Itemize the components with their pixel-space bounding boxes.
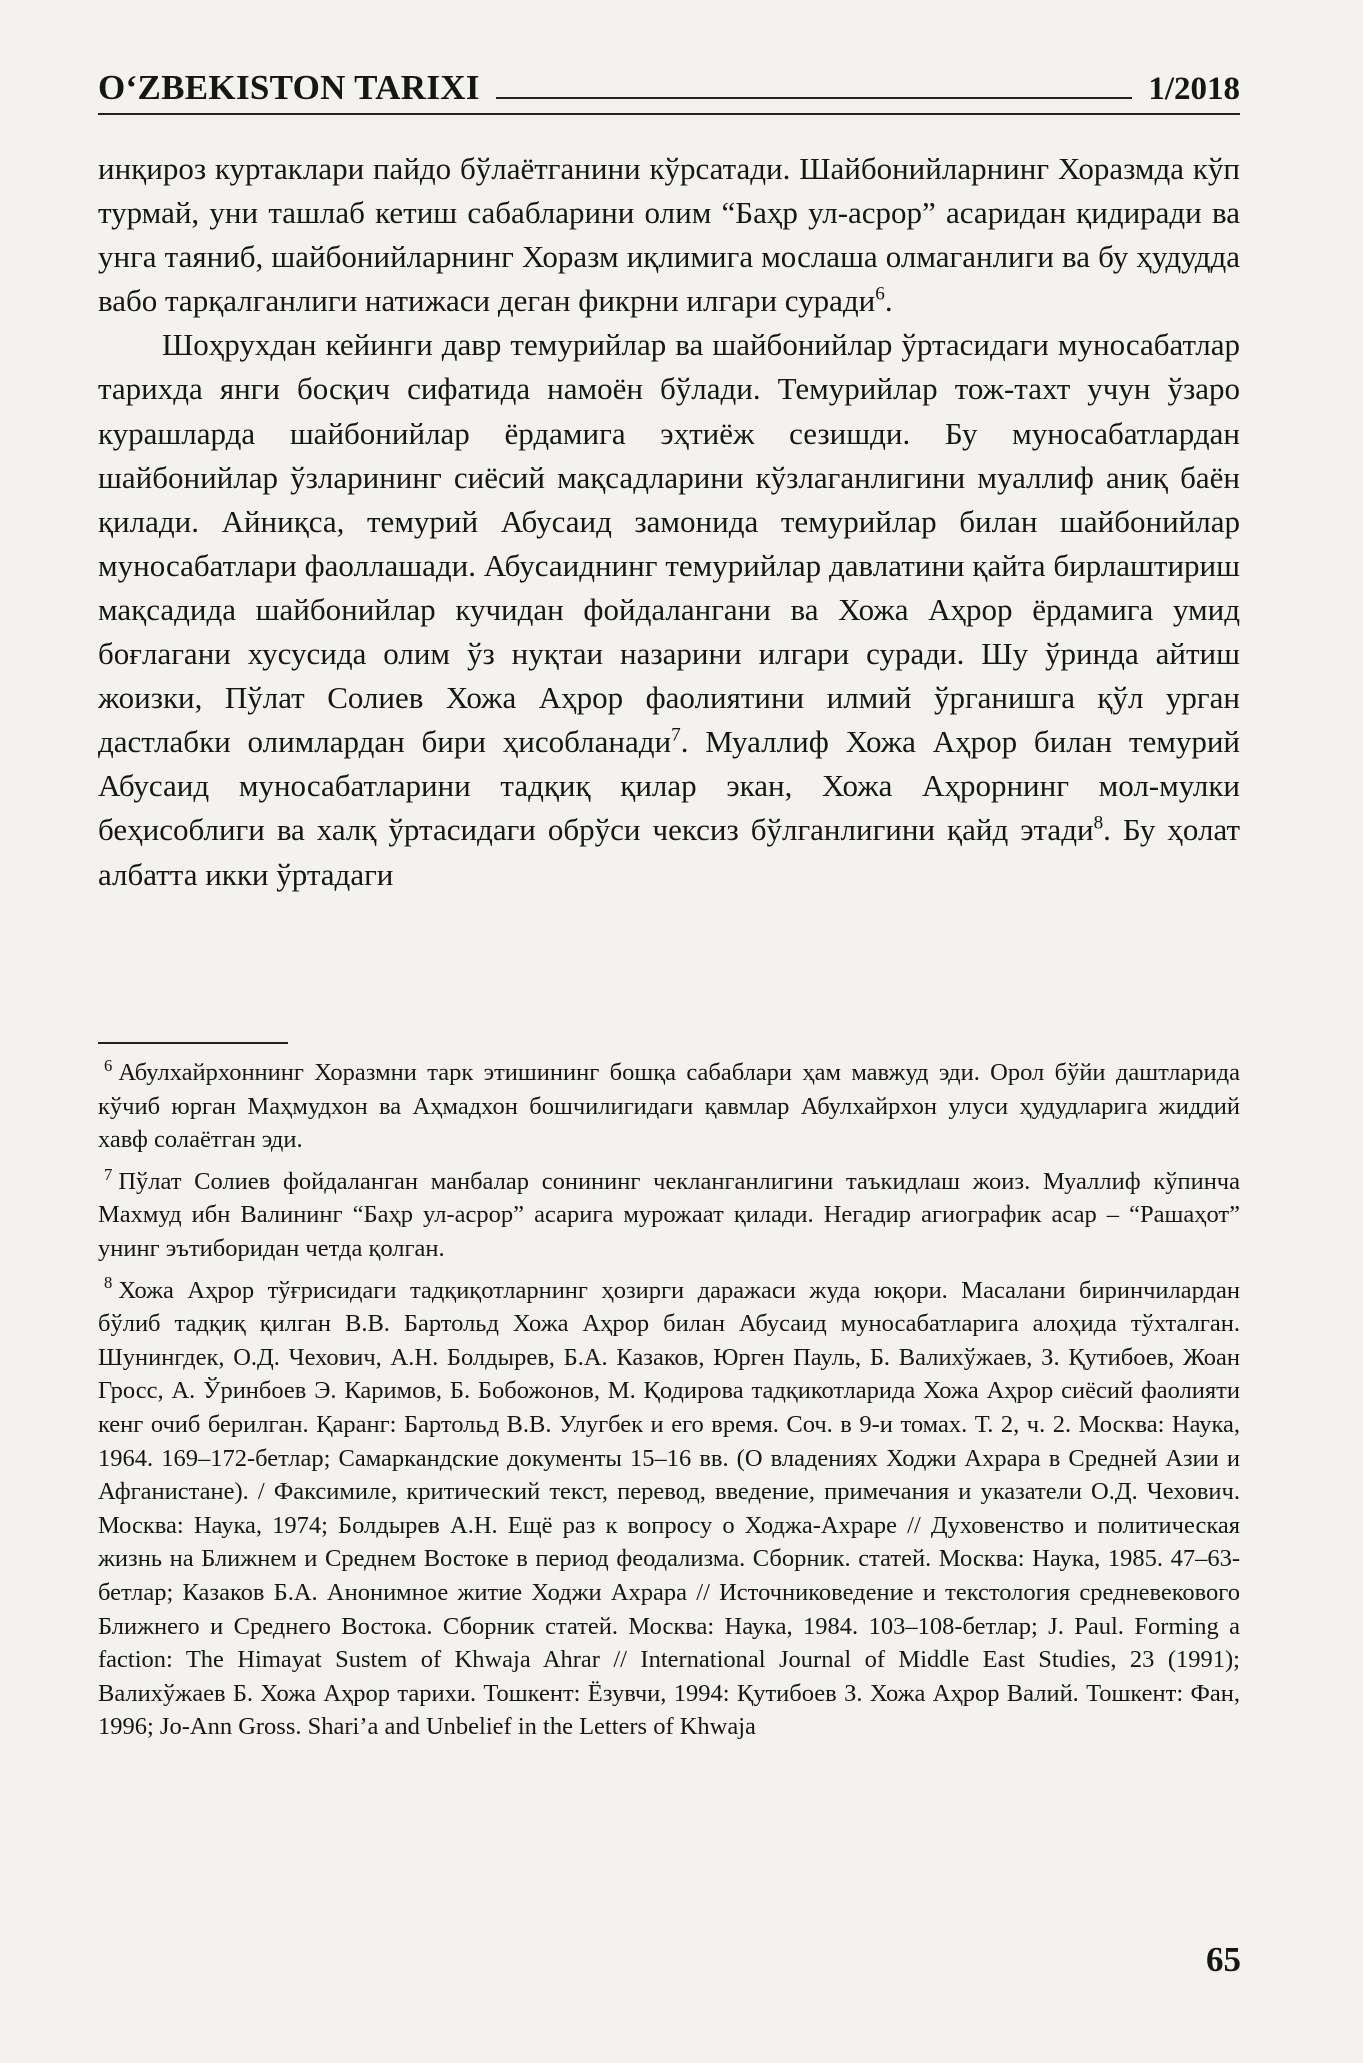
footnote-text: Абулхайрхоннинг Хоразмни тарк этишининг бошқа сабаблари ҳам мавжуд эди. Орол бўйи даштларида кўчиб юрган Маҳмудхон ва Аҳмадхон бошчилигидаги қавмлар Абулхайрхон улуси ҳудудларига жиддий хавф солаётган эди.	[98, 1059, 1240, 1154]
footnote-text: Пўлат Солиев фойдаланган манбалар сонининг чекланганлигини таъкидлаш жоиз. Муаллиф кўпинча Махмуд ибн Валининг “Баҳр ул-асрор” асарига мурожаат қилади. Негадир агиографик асар – “Рашаҳот” унинг эътиборидан четда қолган.	[98, 1167, 1240, 1262]
header-rule	[98, 113, 1240, 115]
footnote-8	[98, 1274, 1240, 1744]
paragraph-2-part-c: . Бу ҳолат албатта икки ўртадаги	[98, 812, 1240, 892]
footnote-6	[98, 1056, 1240, 1157]
page-number: 65	[1206, 1940, 1241, 1979]
running-header	[98, 58, 1240, 108]
footnote-number: 8	[104, 1273, 113, 1293]
footnote-7	[98, 1165, 1240, 1266]
footnote-separator	[98, 1042, 288, 1044]
paragraph-2	[98, 323, 1240, 896]
footnote-number: 6	[104, 1055, 113, 1075]
footnote-ref-7[interactable]: 7	[671, 724, 681, 746]
issue-number: 1/2018	[1148, 71, 1240, 107]
header-fill-line	[496, 97, 1133, 99]
footnote-text: Хожа Аҳрор тўғрисидаги тадқиқотларнинг ҳозирги даражаси жуда юқори. Масалани биринчилардан бўлиб тадқиқ қилган В.В. Бартольд Хожа Аҳрор билан Абусаид муносабатларига алоҳида тўхталган. Шунингдек, О.Д. Чехович, А.Н. Болдырев, Б.А. Казаков, Юрген Пауль, Б. Валихўжаев, З. Қутибоев, Жоан Гросс, А. Ўринбоев Э. Каримов, Б. Бобожонов, М. Қодирова тадқикотларида Хожа Аҳрор сиёсий фаолияти кенг очиб берилган. Қаранг: Бартольд В.В. Улугбек и его время. Соч. в 9-и томах. Т. 2, ч. 2. Москва: Наука, 1964. 169–172-бетлар; Самаркандские документы 15–16 вв. (О владениях Ходжи Ахрара в Средней Азии и Афганистане). / Факсимиле, критический текст, перевод, введение, примечания и указатели О.Д. Чехович. Москва: Наука, 1974; Болдырев А.Н. Ещё раз к вопросу о Ходжа-Ахраре // Духовенство и политическая жизнь на Ближнем и Среднем Востоке в период феодализма. Сборник. статей. Москва: Наука, 1985. 47–63-бетлар; Казаков Б.А. Анонимное житие Ходжи Ахрара // Источниковедение и текстология средневекового Ближнего и Среднего Востока. Сборник статей. Москва: Наука, 1984. 103–108-бетлар; J. Paul. Forming a faction: The Himayat Sustem of Khwaja Ahrar // International Journal of Middle East Studies, 23 (1991); Валихўжаев Б. Хожа Аҳрор тарихи. Тошкент: Ёзувчи, 1994: Қутибоев З. Хожа Аҳрор Валий. Тошкент: Фан, 1996; Jo-Ann Gross. Shari’a and Unbelief in the Letters of Khwaja	[98, 1276, 1240, 1741]
footnote-number: 7	[104, 1164, 113, 1184]
main-text	[98, 147, 1240, 897]
paragraph-1-text: инқироз куртаклари пайдо бўлаётганини кўрсатади. Шайбонийларнинг Хоразмда кўп турмай, уни ташлаб кетиш сабабларини олим “Баҳр ул-асрор” асаридан қидиради ва унга таяниб, шайбонийларнинг Хоразм иқлимига мослаша олмаганлиги ва бу ҳудудда вабо тарқалганлиги натижаси деган фикрни илгари суради	[98, 151, 1240, 319]
footnotes	[98, 1056, 1240, 1752]
paragraph-2-part-a: Шоҳрухдан кейинги давр темурийлар ва шайбонийлар ўртасидаги муносабатлар тарихда янги босқич сифатида намоён бўлади. Темурийлар тож-тахт учун ўзаро курашларда шайбонийлар ёрдамига эҳтиёж сезишди. Бу муносабатлардан шайбонийлар ўзларининг сиёсий мақсадларини кўзлаганлигини муаллиф аниқ баён қилади. Айниқса, темурий Абусаид замонида темурийлар билан шайбонийлар муносабатлари фаоллашади. Абусаиднинг темурийлар давлатини қайта бирлаштириш мақсадида шайбонийлар кучидан фойдалангани ва Хожа Аҳрор ёрдамига умид боғлагани хусусида олим ўз нуқтаи назарини илгари суради. Шу ўринда айтиш жоизки, Пўлат Солиев Хожа Аҳрор фаолиятини илмий ўрганишга қўл урган дастлабки олимлардан бири ҳисобланади	[98, 327, 1240, 760]
paragraph-2-part-b: . Муаллиф Хожа Аҳрор билан темурий Абусаид муносабатларини тадқиқ қилар экан, Хожа Аҳрорнинг мол-мулки беҳисоблиги ва халқ ўртасидаги обрўси чексиз бўлганлигини қайд этади	[98, 724, 1241, 848]
footnote-ref-6[interactable]: 6	[875, 283, 885, 305]
paragraph-1-end: .	[884, 283, 893, 319]
paragraph-1	[98, 147, 1240, 323]
journal-title: O‘ZBEKISTON TARIXI	[98, 68, 480, 107]
footnote-ref-8[interactable]: 8	[1093, 813, 1104, 835]
